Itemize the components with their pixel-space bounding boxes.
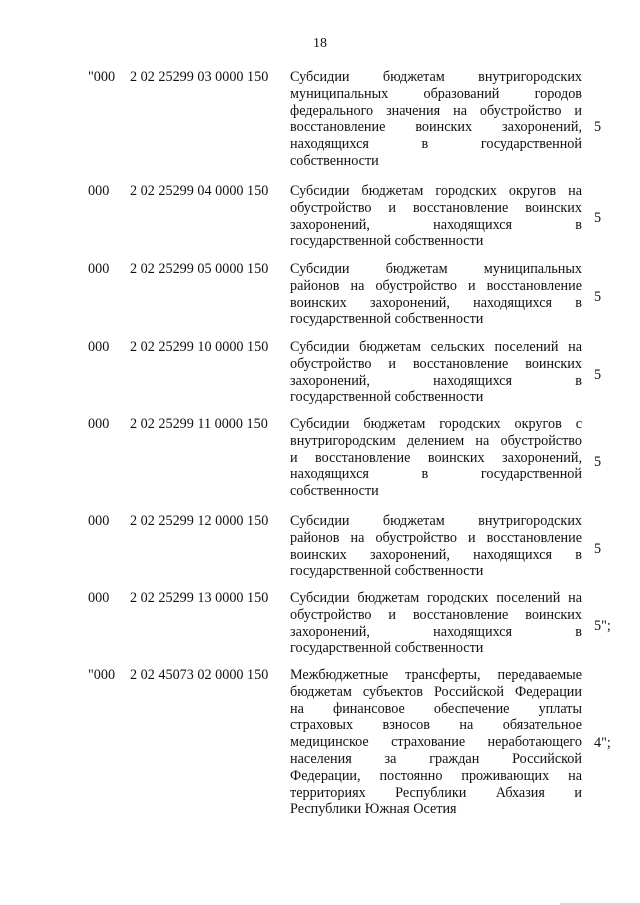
description-line: восстановление воинских захоронений, bbox=[290, 119, 582, 136]
description-line: обустройство и восстановление воинских bbox=[290, 606, 582, 623]
row-value: 5 bbox=[594, 289, 602, 305]
budget-code: 2 02 25299 03 0000 150 bbox=[130, 69, 269, 85]
description-line: Субсидии бюджетам городских округов на bbox=[290, 183, 582, 199]
admin-code: "000 bbox=[88, 667, 116, 683]
description-line: районов на обустройство и восстановление bbox=[290, 529, 582, 546]
description-line: Республики Южная Осетия bbox=[290, 801, 457, 818]
description-line: Субсидии бюджетам сельских поселений на bbox=[290, 339, 582, 355]
admin-code: 000 bbox=[88, 339, 110, 355]
row-description bbox=[290, 183, 582, 250]
description-line: населения за граждан Российской bbox=[290, 750, 582, 767]
description-line: государственной собственности bbox=[290, 389, 484, 406]
description-line: находящихся в государственной bbox=[290, 466, 582, 483]
row-description bbox=[290, 513, 582, 580]
row-description bbox=[290, 590, 582, 657]
budget-code: 2 02 25299 11 0000 150 bbox=[130, 416, 268, 432]
admin-code: 000 bbox=[88, 513, 110, 529]
row-description bbox=[290, 339, 582, 406]
row-value: 5 bbox=[594, 367, 602, 383]
budget-code: 2 02 25299 04 0000 150 bbox=[130, 183, 269, 199]
description-line: Федерации, постоянно проживающих на bbox=[290, 767, 582, 784]
description-line: собственности bbox=[290, 483, 379, 500]
description-line: Межбюджетные трансферты, передаваемые bbox=[290, 667, 582, 683]
description-line: собственности bbox=[290, 152, 379, 169]
description-line: и восстановление воинских захоронений, bbox=[290, 449, 582, 466]
description-line: захоронений, находящихся в bbox=[290, 623, 582, 640]
description-line: Субсидии бюджетам городских округов с bbox=[290, 416, 582, 432]
admin-code: 000 bbox=[88, 416, 110, 432]
budget-code: 2 02 25299 10 0000 150 bbox=[130, 339, 269, 355]
description-line: находящихся в государственной bbox=[290, 136, 582, 153]
description-line: государственной собственности bbox=[290, 640, 484, 657]
row-description bbox=[290, 416, 582, 500]
row-value: 5 bbox=[594, 119, 602, 135]
description-line: бюджетам субъектов Российской Федерации bbox=[290, 683, 582, 700]
row-value: 5"; bbox=[594, 618, 611, 634]
description-line: на финансовое обеспечение уплаты bbox=[290, 700, 582, 717]
row-value: 4"; bbox=[594, 735, 611, 751]
description-line: Субсидии бюджетам внутригородских bbox=[290, 513, 582, 529]
row-value: 5 bbox=[594, 541, 602, 557]
row-description bbox=[290, 667, 582, 818]
description-line: захоронений, находящихся в bbox=[290, 372, 582, 389]
budget-code: 2 02 25299 05 0000 150 bbox=[130, 261, 269, 277]
description-line: районов на обустройство и восстановление bbox=[290, 277, 582, 294]
description-line: государственной собственности bbox=[290, 233, 484, 250]
row-value: 5 bbox=[594, 210, 602, 226]
admin-code: 000 bbox=[88, 183, 110, 199]
page-number: 18 bbox=[313, 36, 327, 51]
description-line: воинских захоронений, находящихся в bbox=[290, 294, 582, 311]
row-description bbox=[290, 261, 582, 328]
budget-code: 2 02 25299 12 0000 150 bbox=[130, 513, 269, 529]
description-line: страховых взносов на обязательное bbox=[290, 717, 582, 734]
description-line: воинских захоронений, находящихся в bbox=[290, 546, 582, 563]
description-line: государственной собственности bbox=[290, 563, 484, 580]
description-line: государственной собственности bbox=[290, 311, 484, 328]
description-line: медицинское страхование неработающего bbox=[290, 734, 582, 751]
description-line: Субсидии бюджетам городских поселений на bbox=[290, 590, 582, 606]
budget-code: 2 02 25299 13 0000 150 bbox=[130, 590, 269, 606]
description-line: Субсидии бюджетам муниципальных bbox=[290, 261, 582, 277]
description-line: обустройство и восстановление воинских bbox=[290, 355, 582, 372]
admin-code: 000 bbox=[88, 590, 110, 606]
row-value: 5 bbox=[594, 454, 602, 470]
admin-code: 000 bbox=[88, 261, 110, 277]
description-line: муниципальных образований городов bbox=[290, 85, 582, 102]
budget-code: 2 02 45073 02 0000 150 bbox=[130, 667, 269, 683]
description-line: территориях Республики Абхазия и bbox=[290, 784, 582, 801]
description-line: захоронений, находящихся в bbox=[290, 216, 582, 233]
description-line: внутригородским делением на обустройство bbox=[290, 432, 582, 449]
description-line: обустройство и восстановление воинских bbox=[290, 199, 582, 216]
description-line: федерального значения на обустройство и bbox=[290, 102, 582, 119]
row-description bbox=[290, 69, 582, 170]
description-line: Субсидии бюджетам внутригородских bbox=[290, 69, 582, 85]
admin-code: "000 bbox=[88, 69, 116, 85]
